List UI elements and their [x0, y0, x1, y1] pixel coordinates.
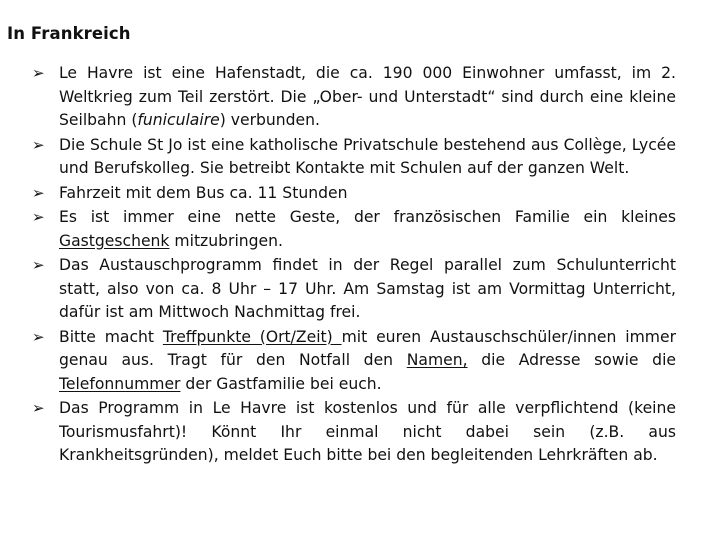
underlined-term: Telefonnummer [59, 374, 181, 393]
item-text [59, 64, 676, 129]
underlined-term: Treffpunkte (Ort/Zeit) [162, 327, 342, 346]
arrow-bullet-icon: ➢ [32, 256, 45, 274]
text-run: die Adresse sowie die [467, 351, 676, 369]
list-item [32, 182, 676, 206]
text-run: Le Havre ist eine Hafenstadt, die ca. 190 000 Einwohner umfasst, im 2. Weltkrieg zum Teil zerstört. Die „Ober- und Unterstadt“ sind durch eine kleine Seilbahn ( [59, 64, 676, 129]
text-run: mitzubringen. [169, 231, 283, 250]
bullet-list [32, 62, 676, 468]
arrow-bullet-icon: ➢ [32, 135, 45, 154]
underlined-term: Gastgeschenk [59, 231, 170, 250]
list-item [32, 254, 676, 325]
underlined-term: Namen, [406, 351, 468, 369]
arrow-bullet-icon: ➢ [32, 399, 45, 417]
list-item [32, 134, 676, 181]
arrow-bullet-icon: ➢ [32, 183, 45, 202]
list-item [32, 326, 676, 397]
list-item [32, 397, 676, 468]
text-run: der Gastfamilie bei euch. [180, 374, 382, 393]
item-text: Das Programm in Le Havre ist kostenlos und für alle verpflichtend (keine Tourismusfahrt)! Könnt Ihr einmal nicht dabei sein (z.B. aus Krankheitsgründen), meldet Euch bitte bei den begleitenden Lehrkräften ab. [59, 399, 676, 464]
arrow-bullet-icon: ➢ [32, 64, 45, 82]
page-heading: In Frankreich [7, 24, 131, 43]
item-text: Die Schule St Jo ist eine katholische Privatschule bestehend aus Collège, Lycée und Berufskolleg. Sie betreibt Kontakte mit Schulen auf der ganzen Welt. [59, 135, 676, 177]
arrow-bullet-icon: ➢ [32, 327, 45, 346]
text-run: ) verbunden. [219, 111, 320, 129]
item-text [59, 208, 676, 250]
item-text: Das Austauschprogramm findet in der Regel parallel zum Schulunterricht statt, also von ca. 8 Uhr – 17 Uhr. Am Samstag ist am Vormittag Unterricht, dafür ist am Mittwoch Nachmittag frei. [59, 256, 676, 321]
text-run: Es ist immer eine nette Geste, der französischen Familie ein kleines [59, 208, 676, 226]
list-item [32, 206, 676, 253]
text-run: Bitte macht [59, 327, 163, 346]
list-item [32, 62, 676, 133]
arrow-bullet-icon: ➢ [32, 208, 45, 226]
italic-term: funiculaire [137, 111, 220, 129]
item-text [59, 328, 676, 393]
item-text: Fahrzeit mit dem Bus ca. 11 Stunden [59, 183, 348, 202]
text-run: mit euren Austauschschüler/innen immer genau aus. Tragt für den Notfall den [59, 327, 676, 369]
